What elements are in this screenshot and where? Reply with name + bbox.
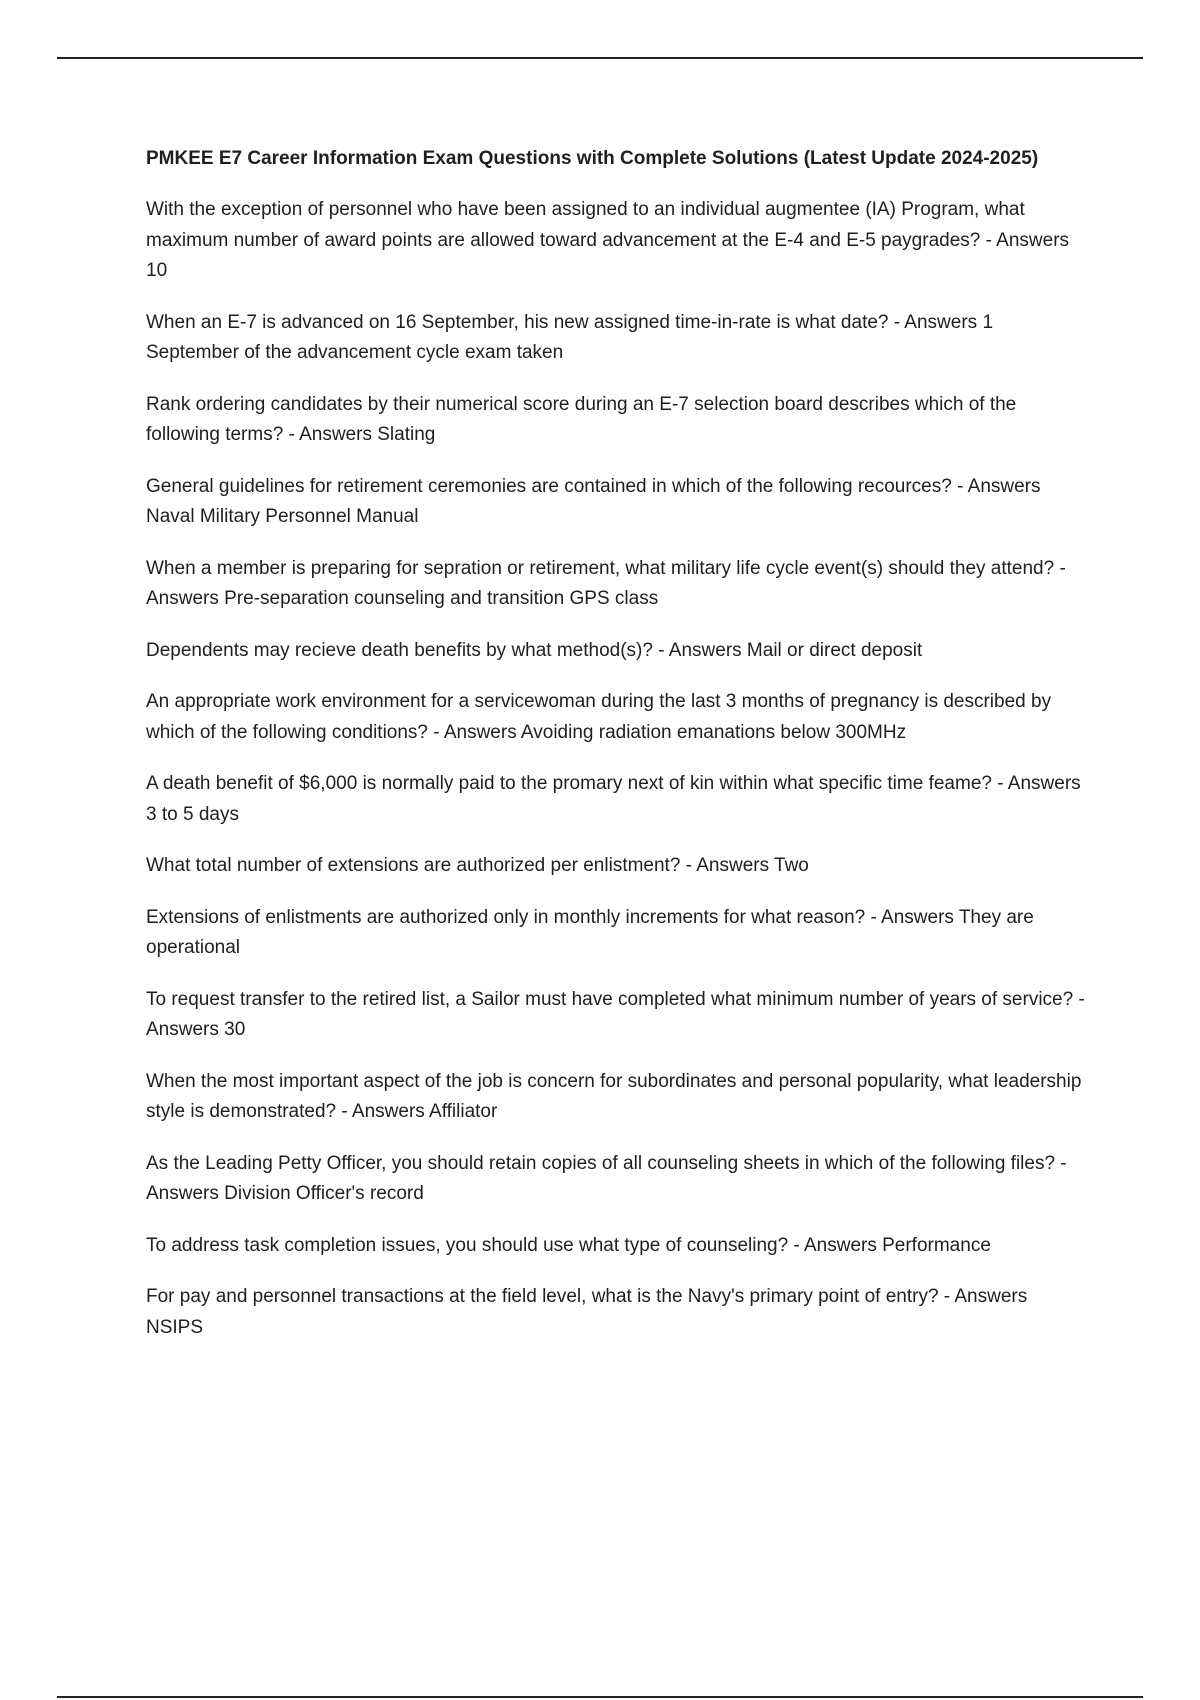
qa-item: Extensions of enlistments are authorized only in monthly increments for what reason? - Answers They are operational xyxy=(146,906,1034,958)
qa-item: To request transfer to the retired list, a Sailor must have completed what minimum number of years of service? - Answers 30 xyxy=(146,988,1085,1040)
qa-item: General guidelines for retirement ceremonies are contained in which of the following recources? - Answers Naval Military Personnel Manual xyxy=(146,475,1041,527)
qa-item: When an E-7 is advanced on 16 September, his new assigned time-in-rate is what date? - Answers 1 September of the advancement cycle exam taken xyxy=(146,311,994,363)
qa-item: When the most important aspect of the job is concern for subordinates and personal popularity, what leadership style is demonstrated? - Answers Affiliator xyxy=(146,1070,1082,1122)
qa-item: What total number of extensions are authorized per enlistment? - Answers Two xyxy=(146,855,809,876)
qa-item: With the exception of personnel who have been assigned to an individual augmentee (IA) Program, what maximum number of award points are allowed toward advancement at the E-4 and E-5 paygrades? - Answers 10 xyxy=(146,199,1070,281)
qa-item: As the Leading Petty Officer, you should retain copies of all counseling sheets in which of the following files? - Answers Division Officer's record xyxy=(146,1152,1067,1204)
qa-item: For pay and personnel transactions at the field level, what is the Navy's primary point of entry? - Answers NSIPS xyxy=(146,1286,1028,1338)
document-body xyxy=(146,144,1086,1364)
bottom-rule xyxy=(57,1696,1143,1698)
qa-item: When a member is preparing for sepration or retirement, what military life cycle event(s) should they attend? - Answers Pre-separation counseling and transition GPS class xyxy=(146,557,1066,609)
qa-item: A death benefit of $6,000 is normally paid to the promary next of kin within what specific time feame? - Answers 3 to 5 days xyxy=(146,773,1081,825)
qa-item: Rank ordering candidates by their numerical score during an E-7 selection board describes which of the following terms? - Answers Slating xyxy=(146,393,1017,445)
qa-item: Dependents may recieve death benefits by what method(s)? - Answers Mail or direct deposit xyxy=(146,639,923,661)
top-rule xyxy=(57,57,1143,59)
qa-item: An appropriate work environment for a servicewoman during the last 3 months of pregnancy is described by which of the following conditions? - Answers Avoiding radiation emanations below 300MHz xyxy=(146,691,1052,743)
qa-item: To address task completion issues, you should use what type of counseling? - Answers Performance xyxy=(146,1234,991,1256)
document-title: PMKEE E7 Career Information Exam Questions with Complete Solutions (Latest Update 2024-2025) xyxy=(146,148,1039,169)
